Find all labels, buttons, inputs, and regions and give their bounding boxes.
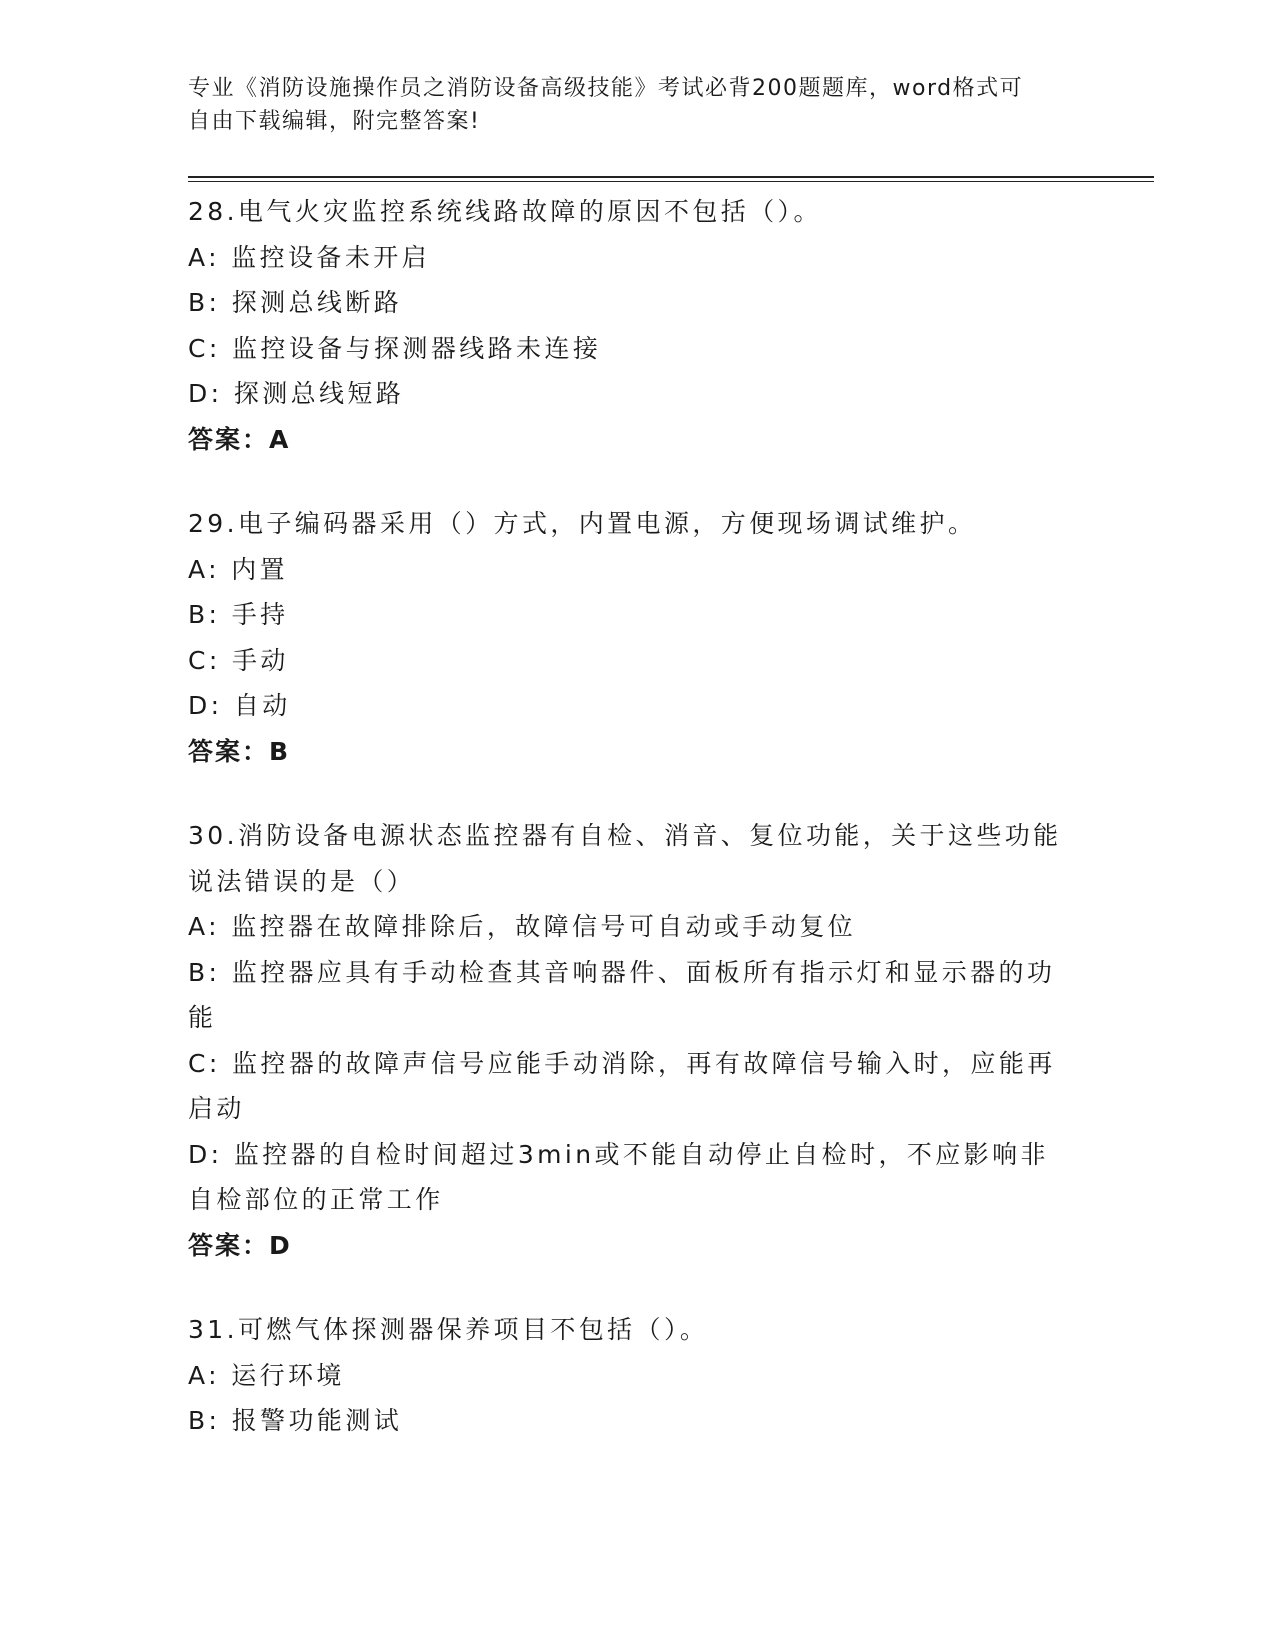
answer-label: 答案：B <box>188 736 291 766</box>
question-block <box>188 813 1088 1268</box>
document-header <box>188 72 1088 138</box>
answer-label: 答案：A <box>188 424 291 454</box>
question-option: B: 监控器应具有手动检查其音响器件、面板所有指示灯和显示器的功 <box>188 957 1056 987</box>
header-divider-thin <box>188 181 1154 182</box>
question-list <box>188 189 1088 1483</box>
question-option: D: 自动 <box>188 691 291 720</box>
question-block <box>188 1307 1088 1444</box>
question-block <box>188 189 1088 462</box>
question-stem: 31.可燃气体探测器保养项目不包括（）。 <box>188 1315 709 1344</box>
question-option: C: 监控设备与探测器线路未连接 <box>188 333 602 363</box>
question-stem: 29.电子编码器采用（）方式，内置电源，方便现场调试维护。 <box>188 509 977 538</box>
question-stem: 30.消防设备电源状态监控器有自检、消音、复位功能，关于这些功能 <box>188 821 1062 850</box>
question-option: A: 运行环境 <box>188 1360 345 1390</box>
question-option: C: 监控器的故障声信号应能手动消除，再有故障信号输入时，应能再 <box>188 1048 1056 1078</box>
header-divider-thick <box>188 176 1154 178</box>
question-option: D: 监控器的自检时间超过3min或不能自动停止自检时，不应影响非 <box>188 1139 1049 1169</box>
question-option: A: 内置 <box>188 554 289 584</box>
question-option: B: 报警功能测试 <box>188 1406 403 1435</box>
question-block <box>188 501 1088 774</box>
question-option: B: 探测总线断路 <box>188 288 403 317</box>
header-line-1: 专业《消防设施操作员之消防设备高级技能》考试必背200题题库，word格式可 <box>188 76 1024 101</box>
question-option: 启动 <box>188 1094 245 1123</box>
question-option: D: 探测总线短路 <box>188 379 405 408</box>
question-option: B: 手持 <box>188 600 289 629</box>
answer-label: 答案：D <box>188 1230 292 1260</box>
question-stem: 说法错误的是（） <box>188 866 416 896</box>
header-line-2: 自由下载编辑，附完整答案! <box>188 109 481 134</box>
question-option: 能 <box>188 1003 217 1032</box>
question-option: 自检部位的正常工作 <box>188 1185 444 1214</box>
question-option: C: 手动 <box>188 645 289 675</box>
question-option: A: 监控器在故障排除后，故障信号可自动或手动复位 <box>188 912 857 941</box>
question-option: A: 监控设备未开启 <box>188 242 431 272</box>
question-stem: 28.电气火灾监控系统线路故障的原因不包括（）。 <box>188 197 822 226</box>
